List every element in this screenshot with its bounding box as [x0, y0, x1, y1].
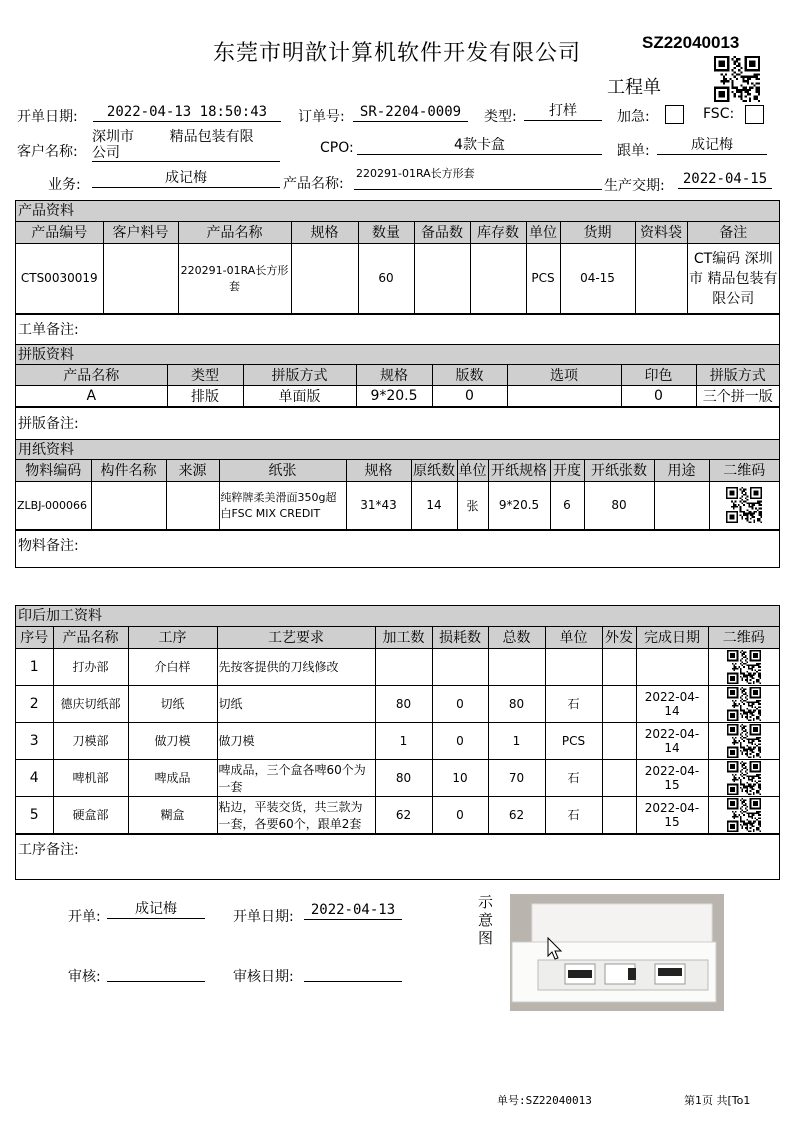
- product-header-5: 备品数: [414, 222, 470, 243]
- paper-header-0: 物料编码: [16, 460, 91, 481]
- product-cell: PCS: [526, 243, 560, 313]
- fsc-label: FSC:: [703, 106, 735, 122]
- process-table-row: [16, 685, 779, 722]
- urgent-checkbox[interactable]: [665, 105, 684, 124]
- process-cell: 德庆切纸部: [53, 685, 128, 722]
- material-note-label: 物料备注:: [16, 530, 779, 560]
- process-cell: 2022-04-15: [636, 796, 708, 833]
- paper-header-4: 规格: [346, 460, 411, 481]
- process-cell: [636, 648, 708, 685]
- paper-section-title: 用纸资料: [16, 439, 779, 460]
- review-date-label: 审核日期:: [233, 969, 294, 985]
- process-qr-code: [708, 685, 779, 722]
- product-table-row: [16, 243, 779, 313]
- process-cell: 1: [488, 722, 545, 759]
- process-cell: 2022-04-15: [636, 759, 708, 796]
- paper-header-7: 开纸规格: [488, 460, 550, 481]
- impose-header-5: 选项: [507, 365, 621, 386]
- impose-cell: 三个拼一版: [696, 386, 779, 407]
- process-cell: [545, 648, 602, 685]
- process-cell: [488, 648, 545, 685]
- review-label: 审核:: [68, 969, 101, 985]
- urgent-label: 加急:: [617, 109, 650, 125]
- impose-cell: A: [16, 386, 167, 407]
- impose-cell: [507, 386, 621, 407]
- impose-cell: 排版: [167, 386, 243, 407]
- customer-label: 客户名称:: [17, 144, 78, 160]
- paper-cell: 9*20.5: [488, 481, 550, 529]
- process-cell: 4: [16, 759, 53, 796]
- paper-cell: 纯粹牌柔美滑面350g超白FSC MIX CREDIT: [219, 481, 346, 529]
- paper-qr-code: [709, 481, 779, 529]
- process-cell: 2: [16, 685, 53, 722]
- paper-cell: [654, 481, 709, 529]
- cpo-value: 4款卡盒: [357, 137, 602, 155]
- process-cell: 啤成品，三个盒各啤60个为一套: [217, 759, 375, 796]
- process-cell: 刀模部: [53, 722, 128, 759]
- customer-line-2: 公司: [92, 145, 120, 161]
- product-cell: [103, 243, 178, 313]
- paper-cell: 张: [457, 481, 488, 529]
- process-table-row: [16, 648, 779, 685]
- paper-cell: 31*43: [346, 481, 411, 529]
- process-cell: [602, 648, 636, 685]
- process-header-3: 工艺要求: [217, 627, 375, 648]
- product-header-4: 数量: [358, 222, 414, 243]
- customer-line-1: 深圳市 精品包装有限: [92, 129, 254, 145]
- impose-cell: 0: [621, 386, 696, 407]
- process-table: [16, 627, 779, 834]
- product-header-6: 库存数: [470, 222, 526, 243]
- product-cell: 04-15: [560, 243, 635, 313]
- process-header-9: 完成日期: [636, 627, 708, 648]
- product-diagram-photo: [510, 894, 724, 1011]
- process-cell: 粘边，平装交货，共三款为一套，各要60个，跟单2套: [217, 796, 375, 833]
- paper-cell: [166, 481, 219, 529]
- cpo-label: CPO:: [320, 140, 354, 156]
- product-cell: [291, 243, 358, 313]
- paper-header-3: 纸张: [219, 460, 346, 481]
- process-header-7: 单位: [545, 627, 602, 648]
- doc-number: SZ22040013: [642, 33, 740, 52]
- paper-header-10: 用途: [654, 460, 709, 481]
- process-cell: 石: [545, 759, 602, 796]
- process-block: [15, 605, 780, 880]
- doc-type: 工程单: [607, 77, 661, 98]
- paper-cell: [91, 481, 166, 529]
- follow-value: 成记梅: [657, 137, 767, 155]
- product-cell: 220291-01RA长方形套: [178, 243, 291, 313]
- process-cell: 打办部: [53, 648, 128, 685]
- product-header-1: 客户料号: [103, 222, 178, 243]
- process-qr-code: [708, 648, 779, 685]
- process-cell: [432, 648, 488, 685]
- process-note-label: 工序备注:: [16, 834, 779, 864]
- process-cell: 2022-04-14: [636, 685, 708, 722]
- paper-header-6: 单位: [457, 460, 488, 481]
- open-date-value: 2022-04-13 18:50:43: [93, 104, 281, 122]
- paper-header-1: 构件名称: [91, 460, 166, 481]
- material-block: [15, 200, 780, 568]
- review-value[interactable]: [107, 965, 205, 982]
- process-cell: 70: [488, 759, 545, 796]
- process-qr-code: [708, 722, 779, 759]
- sales-value: 成记梅: [92, 170, 280, 188]
- process-header-8: 外发: [602, 627, 636, 648]
- process-header-1: 产品名称: [53, 627, 128, 648]
- process-cell: 62: [488, 796, 545, 833]
- impose-header-7: 拼版方式: [696, 365, 779, 386]
- footer-page-indicator: 第1页 共[To1: [684, 1094, 751, 1107]
- process-table-row: [16, 759, 779, 796]
- process-table-row: [16, 796, 779, 833]
- paper-table-row: [16, 481, 779, 529]
- process-qr-code: [708, 796, 779, 833]
- paper-cell: 6: [550, 481, 584, 529]
- process-cell: [602, 796, 636, 833]
- sign-open-date-value: 2022-04-13: [304, 902, 402, 920]
- process-cell: 0: [432, 685, 488, 722]
- work-order-note-label: 工单备注:: [16, 314, 779, 344]
- product-header-7: 单位: [526, 222, 560, 243]
- process-cell: 先按客提供的刀线修改: [217, 648, 375, 685]
- process-header-10: 二维码: [708, 627, 779, 648]
- paper-cell: 80: [584, 481, 654, 529]
- process-cell: 啤机部: [53, 759, 128, 796]
- product-header-9: 资料袋: [635, 222, 687, 243]
- process-cell: 5: [16, 796, 53, 833]
- process-cell: 80: [375, 759, 432, 796]
- process-cell: [602, 722, 636, 759]
- process-cell: 介白样: [128, 648, 217, 685]
- process-cell: [602, 759, 636, 796]
- process-cell: 0: [432, 796, 488, 833]
- product-name-value: 220291-01RA长方形套: [354, 165, 602, 190]
- process-header-6: 总数: [488, 627, 545, 648]
- impose-header-4: 版数: [432, 365, 507, 386]
- opener-value: 成记梅: [107, 901, 205, 919]
- process-cell: 80: [375, 685, 432, 722]
- product-cell: CT编码 深圳市 精品包装有限公司: [687, 243, 779, 313]
- process-cell: 0: [432, 722, 488, 759]
- sales-label: 业务:: [48, 177, 81, 193]
- process-header-4: 加工数: [375, 627, 432, 648]
- process-cell: 1: [375, 722, 432, 759]
- product-header-2: 产品名称: [178, 222, 291, 243]
- follow-label: 跟单:: [617, 143, 650, 159]
- paper-header-5: 原纸数: [411, 460, 457, 481]
- product-table: [16, 222, 779, 314]
- impose-cell: 单面版: [243, 386, 356, 407]
- process-table-row: [16, 722, 779, 759]
- process-qr-code: [708, 759, 779, 796]
- product-header-3: 规格: [291, 222, 358, 243]
- process-header-0: 序号: [16, 627, 53, 648]
- process-cell: 62: [375, 796, 432, 833]
- impose-header-6: 印色: [621, 365, 696, 386]
- impose-header-3: 规格: [356, 365, 432, 386]
- process-header-2: 工序: [128, 627, 217, 648]
- process-cell: 80: [488, 685, 545, 722]
- product-cell: [470, 243, 526, 313]
- process-cell: 切纸: [128, 685, 217, 722]
- impose-cell: 9*20.5: [356, 386, 432, 407]
- impose-table: [16, 365, 779, 408]
- paper-header-11: 二维码: [709, 460, 779, 481]
- process-cell: 石: [545, 796, 602, 833]
- diagram-label: 示意图: [478, 893, 494, 947]
- delivery-value: 2022-04-15: [678, 171, 772, 189]
- impose-note-label: 拼版备注:: [16, 407, 779, 439]
- process-section-title: 印后加工资料: [16, 606, 779, 627]
- process-cell: 切纸: [217, 685, 375, 722]
- product-cell: [635, 243, 687, 313]
- fsc-checkbox[interactable]: [745, 105, 764, 124]
- open-date-label: 开单日期:: [17, 109, 78, 125]
- company-title: 东莞市明歆计算机软件开发有限公司: [212, 41, 581, 66]
- delivery-label: 生产交期:: [604, 178, 665, 194]
- product-cell: 60: [358, 243, 414, 313]
- process-cell: 石: [545, 685, 602, 722]
- paper-header-8: 开度: [550, 460, 584, 481]
- product-cell: [414, 243, 470, 313]
- order-no-label: 订单号:: [298, 109, 345, 125]
- order-no-value: SR-2204-0009: [353, 104, 468, 122]
- process-cell: 10: [432, 759, 488, 796]
- product-header-10: 备注: [687, 222, 779, 243]
- process-cell: 啤成品: [128, 759, 217, 796]
- impose-header-1: 类型: [167, 365, 243, 386]
- header-qr-code: [714, 56, 760, 102]
- product-header-8: 货期: [560, 222, 635, 243]
- impose-header-2: 拼版方式: [243, 365, 356, 386]
- process-cell: 做刀模: [217, 722, 375, 759]
- process-cell: 做刀模: [128, 722, 217, 759]
- product-section-title: 产品资料: [16, 201, 779, 222]
- review-date-value[interactable]: [304, 965, 402, 982]
- paper-cell: 14: [411, 481, 457, 529]
- paper-cell: ZLBJ-000066: [16, 481, 91, 529]
- paper-table: [16, 460, 779, 530]
- paper-header-9: 开纸张数: [584, 460, 654, 481]
- process-cell: 1: [16, 648, 53, 685]
- process-cell: 硬盒部: [53, 796, 128, 833]
- product-cell: CTS0030019: [16, 243, 103, 313]
- process-cell: 3: [16, 722, 53, 759]
- impose-section-title: 拼版资料: [16, 344, 779, 365]
- process-cell: 糊盒: [128, 796, 217, 833]
- process-cell: PCS: [545, 722, 602, 759]
- impose-cell: 0: [432, 386, 507, 407]
- impose-table-row: [16, 386, 779, 407]
- impose-header-0: 产品名称: [16, 365, 167, 386]
- process-header-5: 损耗数: [432, 627, 488, 648]
- product-header-0: 产品编号: [16, 222, 103, 243]
- customer-value: [92, 129, 280, 162]
- process-cell: [602, 685, 636, 722]
- type-label: 类型:: [484, 109, 517, 125]
- footer-doc-number: 单号:SZ22040013: [497, 1094, 592, 1107]
- paper-header-2: 来源: [166, 460, 219, 481]
- sign-open-date-label: 开单日期:: [233, 909, 294, 925]
- process-cell: 2022-04-14: [636, 722, 708, 759]
- type-value: 打样: [524, 103, 602, 121]
- process-cell: [375, 648, 432, 685]
- product-name-label: 产品名称:: [283, 176, 344, 192]
- opener-label: 开单:: [68, 909, 101, 925]
